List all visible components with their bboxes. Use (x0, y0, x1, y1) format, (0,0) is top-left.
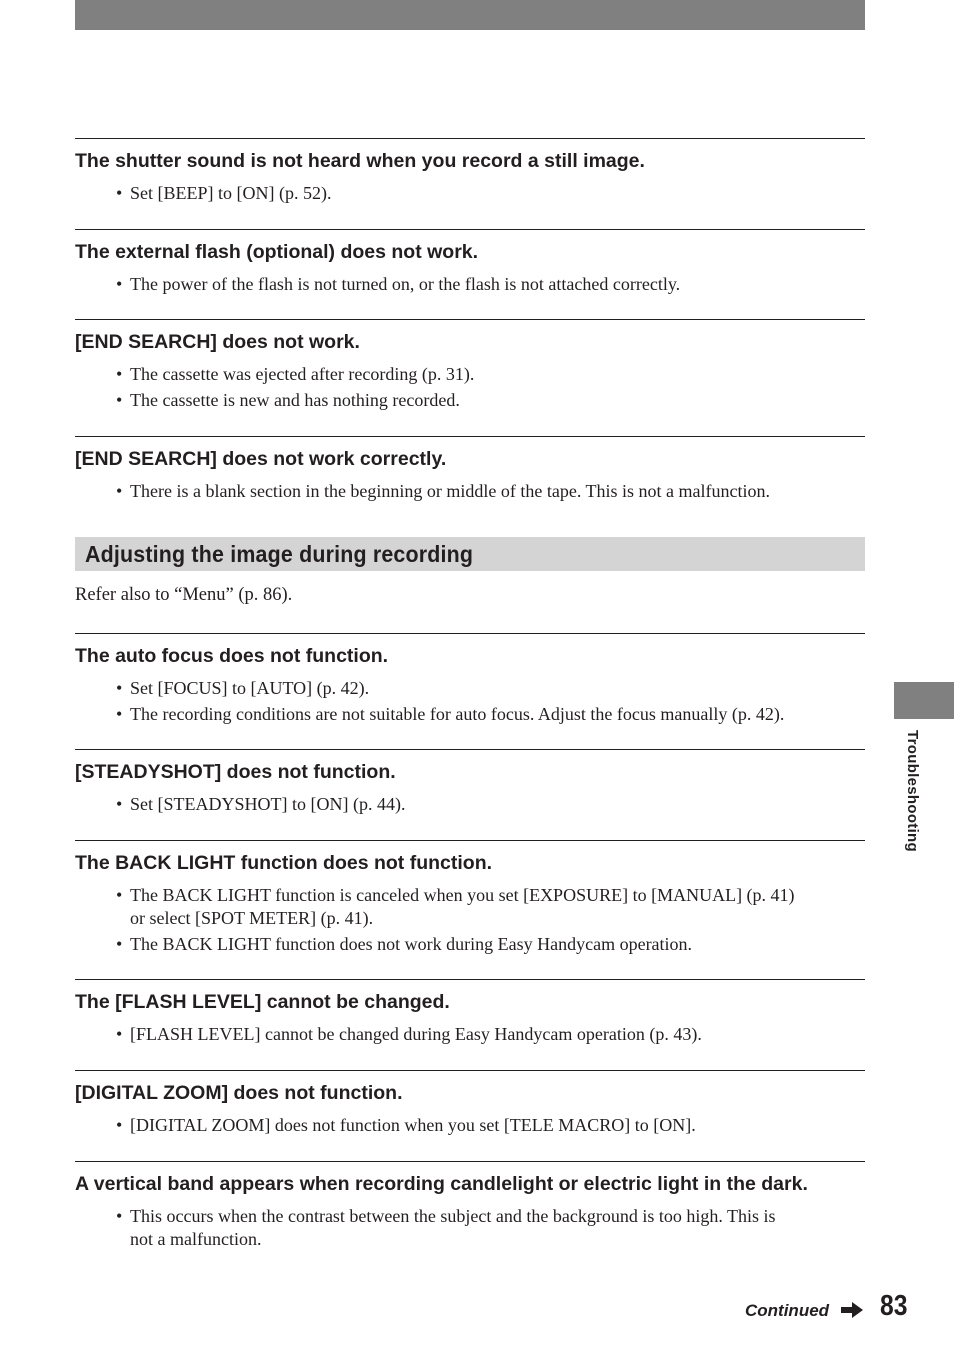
bullet-list (75, 273, 680, 299)
item-heading: The BACK LIGHT function does not function. (75, 852, 493, 874)
divider (75, 749, 865, 750)
divider (75, 229, 865, 230)
item-heading: [END SEARCH] does not work. (75, 331, 360, 353)
bullet-item: • Set [FOCUS] to [AUTO] (p. 42). (75, 677, 784, 700)
bullet-item: • The recording conditions are not suitable for auto focus. Adjust the focus manually (p. 42). (75, 703, 784, 726)
divider (75, 436, 865, 437)
bullet-list (75, 363, 474, 415)
bullet-list (75, 884, 795, 959)
right-arrow-icon (841, 1302, 863, 1318)
bullet-item: • The power of the flash is not turned on, or the flash is not attached correctly. (75, 273, 680, 296)
bullet-item: • [FLASH LEVEL] cannot be changed during Easy Handycam operation (p. 43). (75, 1023, 702, 1046)
item-heading: [DIGITAL ZOOM] does not function. (75, 1082, 403, 1104)
divider (75, 979, 865, 980)
bullet-list (75, 1114, 696, 1140)
bullet-continuation: not a malfunction. (130, 1228, 262, 1249)
divider (75, 138, 865, 139)
section-header (75, 537, 865, 571)
refer-note: Refer also to “Menu” (p. 86). (75, 585, 293, 605)
page-number: 83 (880, 1290, 908, 1322)
bullet-list (75, 677, 784, 729)
bullet-item: • The BACK LIGHT function does not work during Easy Handycam operation. (75, 933, 795, 956)
header-bar (75, 0, 865, 30)
item-heading: The external flash (optional) does not work. (75, 241, 479, 263)
divider (75, 840, 865, 841)
bullet-list (75, 480, 770, 506)
divider (75, 1070, 865, 1071)
bullet-item: • This occurs when the contrast between the subject and the background is too high. This is (75, 1205, 776, 1228)
bullet-item: • [DIGITAL ZOOM] does not function when you set [TELE MACRO] to [ON]. (75, 1114, 696, 1137)
bullet-list (75, 1023, 702, 1049)
chapter-tab (894, 682, 954, 719)
bullet-continuation: or select [SPOT METER] (p. 41). (130, 907, 374, 928)
divider (75, 1161, 865, 1162)
bullet-item: • The cassette was ejected after recording (p. 31). (75, 363, 474, 386)
item-heading: [STEADYSHOT] does not function. (75, 761, 396, 783)
item-heading: [END SEARCH] does not work correctly. (75, 448, 447, 470)
item-heading: A vertical band appears when recording candlelight or electric light in the dark. (75, 1173, 808, 1195)
item-heading: The auto focus does not function. (75, 645, 389, 667)
item-heading: The [FLASH LEVEL] cannot be changed. (75, 991, 450, 1013)
bullet-list (75, 793, 405, 819)
bullet-list (75, 1205, 776, 1254)
continued-label: Continued (745, 1301, 830, 1320)
bullet-list (75, 182, 331, 208)
bullet-item: • The cassette is new and has nothing recorded. (75, 389, 474, 412)
bullet-item: • Set [BEEP] to [ON] (p. 52). (75, 182, 331, 205)
bullet-item: • Set [STEADYSHOT] to [ON] (p. 44). (75, 793, 405, 816)
section-title: Adjusting the image during recording (85, 541, 474, 567)
divider (75, 633, 865, 634)
bullet-item: • The BACK LIGHT function is canceled when you set [EXPOSURE] to [MANUAL] (p. 41) (75, 884, 795, 907)
bullet-item: • There is a blank section in the beginning or middle of the tape. This is not a malfunction. (75, 480, 770, 503)
item-heading: The shutter sound is not heard when you record a still image. (75, 150, 645, 172)
divider (75, 319, 865, 320)
